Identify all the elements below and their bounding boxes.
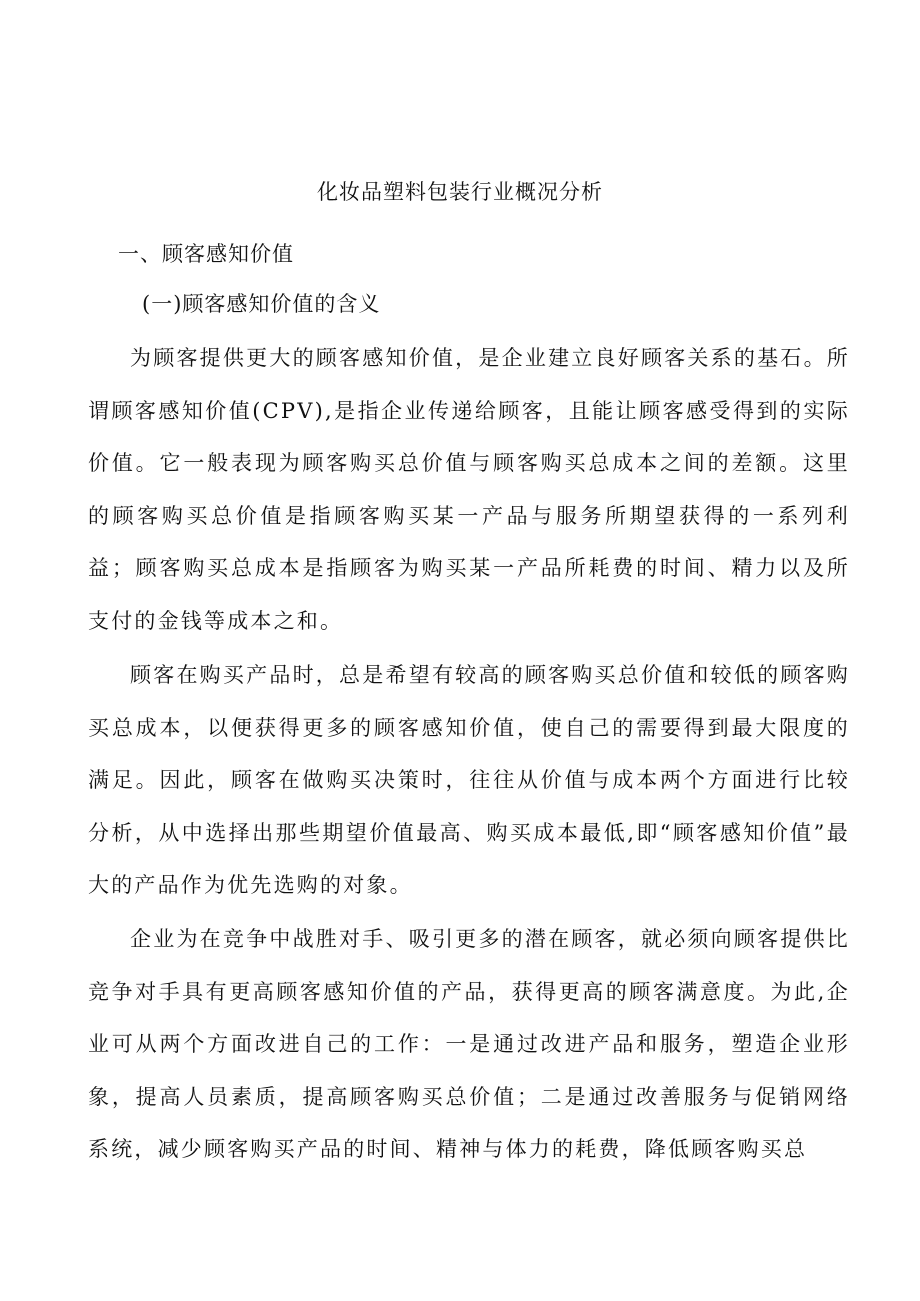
document-title: 化妆品塑料包装行业概况分析 <box>317 180 603 204</box>
body-paragraph: 企业为在竞争中战胜对手、吸引更多的潜在顾客，就必须向顾客提供比竞争对手具有更高顾客感知价值的产品，获得更高的顾客满意度。为此,企业可从两个方面改进自己的工作：一是通过改进产品和服务，塑造企业形象，提高人员素质，提高顾客购买总价值；二是通过改善服务与促销网络系统，减少顾客购买产品的时间、精神与体力的耗费，降低顾客购买总 <box>88 927 850 1162</box>
section-heading: 一、顾客感知价值 <box>118 242 294 266</box>
body-paragraph: 顾客在购买产品时，总是希望有较高的顾客购买总价值和较低的顾客购买总成本，以便获得更多的顾客感知价值，使自己的需要得到最大限度的满足。因此，顾客在做购买决策时，往往从价值与成本两个方面进行比较分析，从中选择出那些期望价值最高、购买成本最低,即“顾客感知价值”最大的产品作为优先选购的对象。 <box>88 663 850 898</box>
subsection-heading: (一)顾客感知价值的含义 <box>142 292 381 316</box>
body-paragraph: 为顾客提供更大的顾客感知价值，是企业建立良好顾客关系的基石。所谓顾客感知价值(CPV),是指企业传递给顾客，且能让顾客感受得到的实际价值。它一般表现为顾客购买总价值与顾客购买总成本之间的差额。这里的顾客购买总价值是指顾客购买某一产品与服务所期望获得的一系列利益；顾客购买总成本是指顾客为购买某一产品所耗费的时间、精力以及所支付的金钱等成本之和。 <box>88 346 850 633</box>
